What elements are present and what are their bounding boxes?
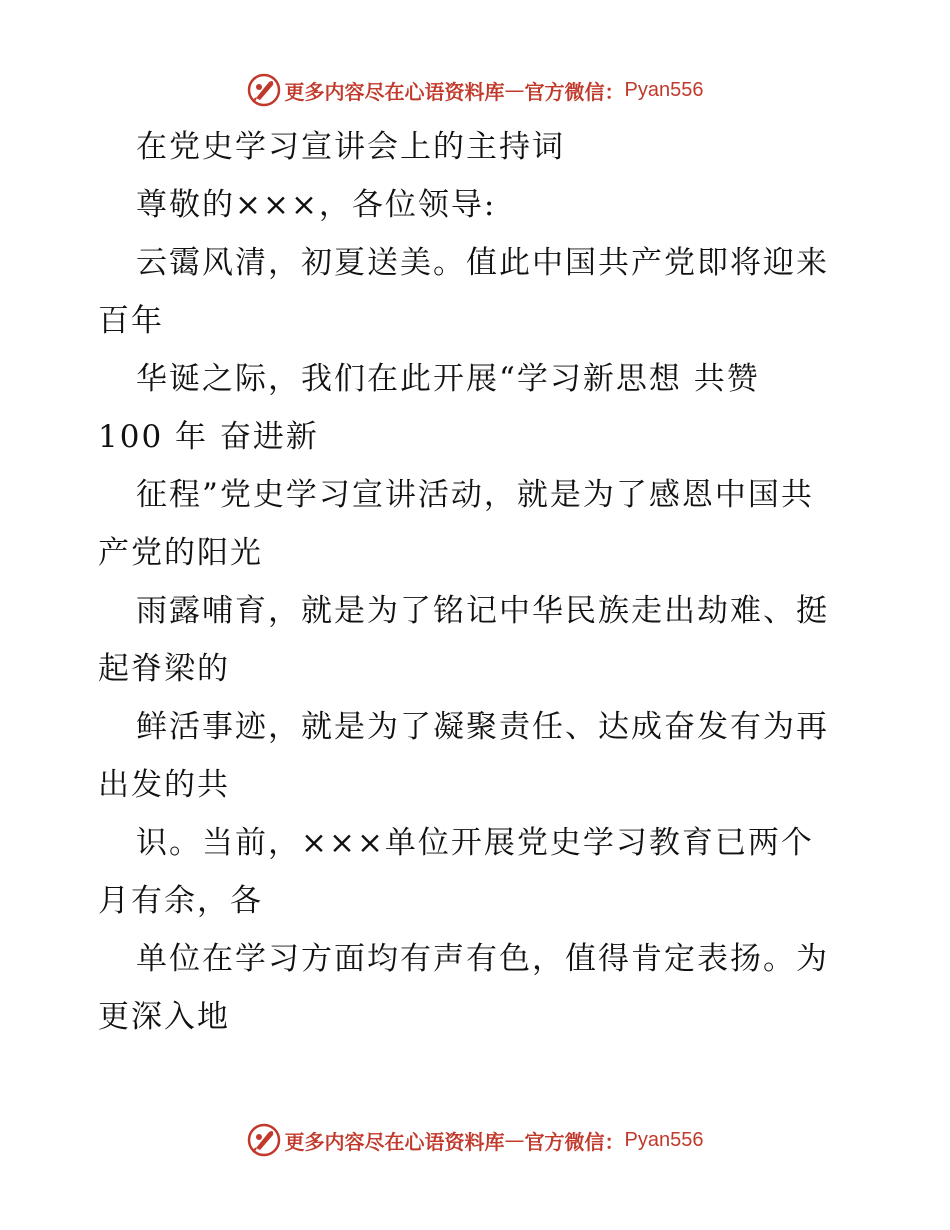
paragraph-line: 识。当前，×××单位开展党史学习教育已两个 xyxy=(136,825,814,861)
paragraph-line: 百年 xyxy=(98,303,164,339)
paragraph-line: 单位在学习方面均有声有色，值得肯定表扬。为 xyxy=(136,941,829,977)
paragraph-line: 鲜活事迹，就是为了凝聚责任、达成奋发有为再 xyxy=(136,709,829,745)
banner-wechat-account: Pyan556 xyxy=(624,78,704,101)
header-banner xyxy=(0,70,950,110)
quill-pen-logo-icon xyxy=(247,73,281,107)
document-title: 在党史学习宣讲会上的主持词 xyxy=(136,129,565,165)
paragraph-line: 更深入地 xyxy=(98,999,230,1035)
banner-wechat-label: 官方微信： xyxy=(524,79,625,104)
banner-site-text: 更多内容尽在心语资料库 xyxy=(284,1129,505,1154)
paragraph-line: 雨露哺育，就是为了铭记中华民族走出劫难、挺 xyxy=(136,593,829,629)
banner-separator: — xyxy=(504,78,525,102)
paragraph-line: 产党的阳光 xyxy=(98,535,263,571)
quill-pen-logo-icon xyxy=(247,1123,281,1157)
banner-wechat-label: 官方微信： xyxy=(524,1129,625,1154)
document-body xyxy=(98,118,858,1046)
banner-separator: — xyxy=(504,1128,525,1152)
paragraph-line: 起脊梁的 xyxy=(98,651,230,687)
paragraph-line: 云霭风清，初夏送美。值此中国共产党即将迎来 xyxy=(136,245,829,281)
paragraph-line: 月有余，各 xyxy=(98,883,263,919)
paragraph-line: 华诞之际，我们在此开展“学习新思想 共赞 xyxy=(136,361,760,397)
paragraph-line: 出发的共 xyxy=(98,767,230,803)
banner-wechat-account: Pyan556 xyxy=(624,1128,704,1151)
paragraph-line: 100 年 奋进新 xyxy=(98,419,319,455)
footer-banner xyxy=(0,1120,950,1160)
paragraph-line: 尊敬的×××，各位领导: xyxy=(136,187,497,223)
paragraph-line: 征程”党史学习宣讲活动，就是为了感恩中国共 xyxy=(136,477,814,513)
banner-site-text: 更多内容尽在心语资料库 xyxy=(284,79,505,104)
